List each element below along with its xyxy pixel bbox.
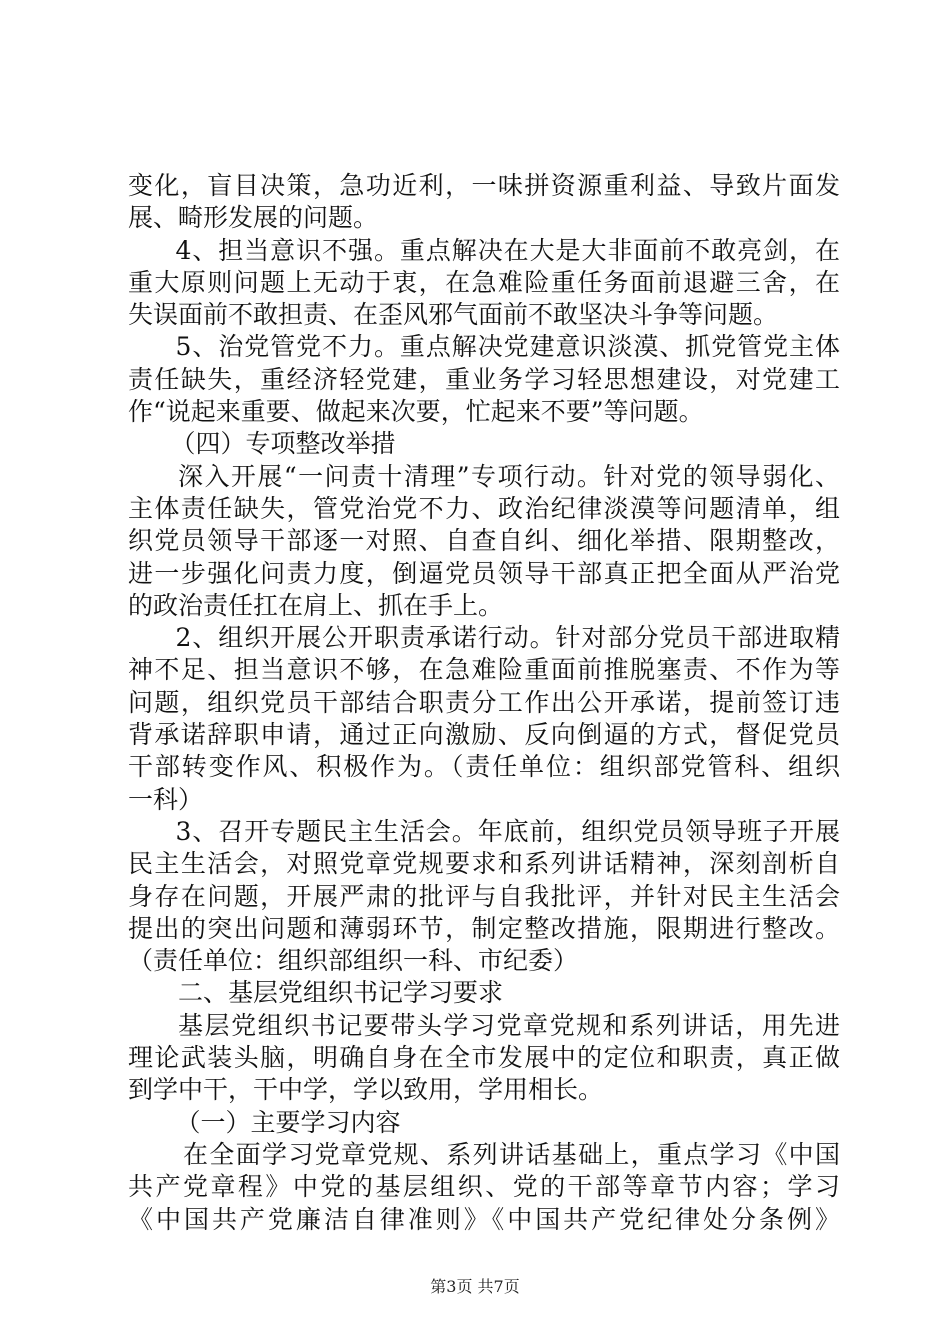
text-line: 织党员领导干部逐一对照、自查自纠、细化举措、限期整改， bbox=[128, 526, 840, 556]
text-line: 民主生活会，对照党章党规要求和系列讲话精神，深刻剖析自 bbox=[128, 849, 840, 879]
text-line: （一）主要学习内容 bbox=[175, 1107, 401, 1137]
text-line: 重大原则问题上无动于衷，在急难险重任务面前退避三舍，在 bbox=[128, 267, 840, 297]
text-line: 3、召开专题民主生活会。年底前，组织党员领导班子开展 bbox=[175, 816, 840, 846]
text-line: 2、组织开展公开职责承诺行动。针对部分党员干部进取精 bbox=[175, 623, 840, 653]
text-line: 背承诺辞职申请，通过正向激励、反向倒逼的方式，督促党员 bbox=[128, 720, 840, 750]
text-line: 身存在问题，开展严肃的批评与自我批评，并针对民主生活会 bbox=[128, 881, 840, 911]
page-number-label: 第3页 共7页 bbox=[430, 1277, 520, 1296]
text-line: 《中国共产党廉洁自律准则》《中国共产党纪律处分条例》 bbox=[128, 1204, 840, 1234]
text-line: 提出的突出问题和薄弱环节，制定整改措施，限期进行整改。 bbox=[128, 913, 840, 943]
page-footer bbox=[0, 1277, 950, 1297]
text-line: 二、基层党组织书记学习要求 bbox=[178, 978, 504, 1008]
text-line: 失误面前不敢担责、在歪风邪气面前不敢坚决斗争等问题。 bbox=[128, 300, 779, 330]
text-line: 作“说起来重要、做起来次要，忙起来不要”等问题。 bbox=[128, 397, 704, 427]
text-line: 5、治党管党不力。重点解决党建意识淡漠、抓党管党主体 bbox=[175, 332, 840, 362]
text-line: （四）专项整改举措 bbox=[170, 429, 396, 459]
text-line: 一科） bbox=[128, 784, 204, 814]
text-line: 进一步强化问责力度，倒逼党员领导干部真正把全面从严治党 bbox=[128, 558, 840, 588]
text-line: 理论武装头脑，明确自身在全市发展中的定位和职责，真正做 bbox=[128, 1043, 840, 1073]
text-line: 主体责任缺失，管党治党不力、政治纪律淡漠等问题清单，组 bbox=[128, 493, 840, 523]
text-line: 4、担当意识不强。重点解决在大是大非面前不敢亮剑，在 bbox=[175, 235, 840, 265]
text-line: 共产党章程》中党的基层组织、党的干部等章节内容；学习 bbox=[128, 1172, 840, 1202]
text-line: 问题，组织党员干部结合职责分工作出公开承诺，提前签订违 bbox=[128, 687, 840, 717]
text-line: 干部转变作风、积极作为。（责任单位：组织部党管科、组织 bbox=[128, 752, 840, 782]
text-line: 展、畸形发展的问题。 bbox=[128, 203, 379, 233]
text-line: 的政治责任扛在肩上、抓在手上。 bbox=[128, 590, 504, 620]
document-body bbox=[128, 170, 840, 1236]
text-line: 责任缺失，重经济轻党建，重业务学习轻思想建设，对党建工 bbox=[128, 364, 840, 394]
text-line: 到学中干，干中学，学以致用，学用相长。 bbox=[128, 1075, 604, 1105]
text-line: （责任单位：组织部组织一科、市纪委） bbox=[128, 946, 579, 976]
text-line: 变化，盲目决策，急功近利，一味拼资源重利益、导致片面发 bbox=[128, 171, 840, 200]
text-line: 神不足、担当意识不够，在急难险重面前推脱塞责、不作为等 bbox=[128, 655, 840, 685]
text-line: 深入开展“一问责十清理”专项行动。针对党的领导弱化、 bbox=[178, 461, 840, 491]
text-line: 基层党组织书记要带头学习党章党规和系列讲话，用先进 bbox=[178, 1010, 840, 1040]
text-line: 在全面学习党章党规、系列讲话基础上，重点学习《中国 bbox=[183, 1139, 840, 1169]
